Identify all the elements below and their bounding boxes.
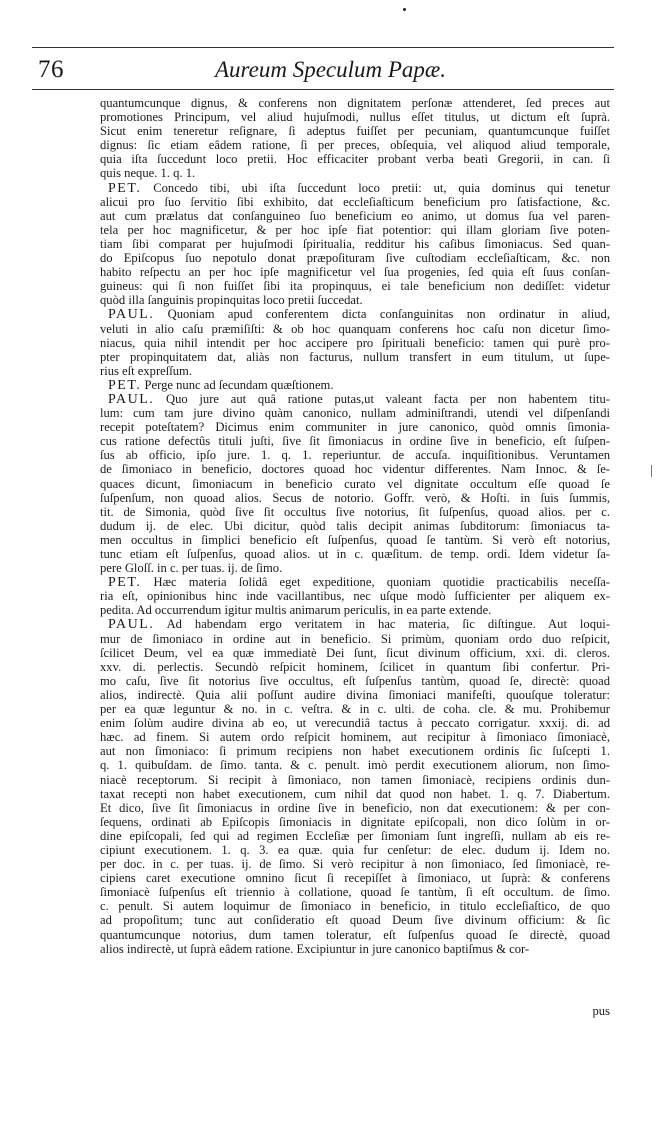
- line-text: mur de ſimoniaco in ordine aut in beneficio. Si primùm, quoniam ordo duo reſpicit,: [100, 631, 610, 646]
- text-line: [100, 533, 610, 547]
- line-text: Quoniam apud conferentem dicta conſanguinitas non ordinatur in aliud,: [167, 307, 610, 322]
- text-line: [100, 209, 610, 223]
- line-text: quaces dicunt, ſimoniacum in beneficio curato vel dignitate occultum eſſe quoad ſe: [100, 476, 610, 491]
- text-line: [100, 124, 610, 138]
- text-line: [100, 885, 610, 899]
- text-line: [100, 406, 610, 420]
- line-text: ſimoniacè ſuſpenſus eſt triennio à collatione, quoad ſe tantùm, ſi eſt occultum. de ſimo.: [100, 885, 610, 900]
- text-line: [100, 787, 610, 801]
- speaker-label: PET.: [108, 377, 142, 393]
- line-text: aut cum prælatus dat conſanguineo ſuo beneficium eo animo, ut domus ſua vel paren-: [100, 208, 610, 223]
- text-line: [100, 223, 610, 237]
- text-line: [100, 350, 610, 364]
- text-line: [100, 110, 610, 124]
- line-text: alios indirectè, ut ſuprà eâdem ratione. Excipiuntur in jure canonico baptiſmus & cor-: [100, 941, 530, 956]
- line-text: quis neque. 1. q. 1.: [100, 166, 196, 181]
- text-line: [100, 519, 610, 533]
- text-line: [100, 181, 610, 195]
- line-text: cipiens caret executione omnino ſicut ſi recepiſſet à ſimoniaco, ut ſuprà: & conferens: [100, 871, 610, 886]
- text-line: [100, 716, 610, 730]
- text-line: [100, 942, 610, 956]
- line-text: quia iſta ſuccedunt loco pretii. Hoc efficaciter probant verba beati Gregorii, in can. ſi: [100, 152, 610, 167]
- text-line: [100, 293, 610, 307]
- text-line: [100, 561, 610, 575]
- text-line: [100, 603, 610, 617]
- text-line: [100, 505, 610, 519]
- text-line: [100, 702, 610, 716]
- text-line: [100, 547, 610, 561]
- text-line: [100, 801, 610, 815]
- line-text: dine epiſcopali, ſed qui ad regimen Eccleſiæ per ſimoniam ſunt ingreſſi, nullam ab eis re-: [100, 828, 610, 843]
- line-text: enim ſolùm audire divina ab eo, ut verecundiâ tactus à peccato corrigatur. xxxij. di. ad: [100, 716, 610, 731]
- line-text: ſus ab officio, ipſo jure. 1. q. 1. reperiuntur. de accuſa. inquiſitionibus. Veruntamen: [100, 448, 610, 463]
- text-line: [100, 251, 610, 265]
- line-text: taxat recepti non habet executionem, cum nihil dat quod non habet. 1. q. 7. Diabertum.: [100, 786, 610, 801]
- line-text: do Epiſcopus ſuo nepotulo donat præpoſituram ſive cuſtodiam eccleſiaſticam, &c. non: [100, 251, 610, 266]
- line-text: ria eſt, opinionibus hinc inde vacillantibus, nec uſque modò ſufficienter per aliquem ex-: [100, 589, 610, 604]
- text-line: [100, 462, 610, 476]
- text-line: [100, 195, 610, 209]
- line-text: pter propinquitatem dat, aliàs non facturus, nullum transfert in eum titulum, ut ſupe-: [100, 349, 610, 364]
- line-text: ad propoſitum; tunc aut conſideratio eſt quoad Deum ſive divinum officium: & ſic: [100, 913, 610, 928]
- text-line: [100, 928, 610, 942]
- text-line: [100, 660, 610, 674]
- speaker-label: PAUL.: [108, 391, 155, 407]
- line-text: niacus, quia nihil intendit per hoc accipere pro ſpirituali beneficio: tamen qui purè pro-: [100, 335, 610, 350]
- text-line: [100, 758, 610, 772]
- text-line: [100, 322, 610, 336]
- line-text: quantumcunque dignus, & conferens non dignitatem perſonæ attenderet, ſed preces aut: [100, 96, 610, 110]
- line-text: Et dico, ſive ſit ſimoniacus in ordine ſive in beneficio, non dat executionem: & per con-: [100, 800, 610, 815]
- header-rule-bottom: [32, 89, 614, 90]
- line-text: alios, indirectè. Quia alii poſſunt audire divina ſimoniaci manifeſti, quouſque toleratur:: [100, 687, 610, 702]
- margin-mark: [651, 465, 652, 477]
- line-text: c. penult. Si autem loquimur de ſimoniaco in beneficio, in titulo eccleſiaſtico, de quo: [100, 899, 610, 914]
- line-text: Sicut enim teneretur reſignare, ſi adeptus fuiſſet per pecuniam, quantumcunque fuiſſet: [100, 124, 610, 139]
- text-line: [100, 857, 610, 871]
- text-line: [100, 392, 610, 406]
- line-text: ſequens, ordinati ab Epiſcopis ſimoniacis in dignitate epiſcopali, non dico ſolùm in or-: [100, 814, 610, 829]
- line-text: quòd illa ſanguinis propinquitas loco pretii ſuccedat.: [100, 293, 363, 308]
- line-text: per ea quæ leguntur & no. in c. veſtra. & in c. ulti. de coha. cle. & mu. Prohibemur: [100, 702, 610, 717]
- text-line: [100, 138, 610, 152]
- text-line: [100, 279, 610, 293]
- line-text: hæc. ad finem. Si autem ordo reſpicit hominem, aut recipitur à ſimoniaco ſimoniacè,: [100, 730, 610, 745]
- line-text: tela per hoc magnificetur, & per hoc ipſe fiat potentior: qui illam gloriam ſive poten-: [100, 222, 610, 237]
- speaker-label: PAUL.: [108, 307, 155, 323]
- line-text: dudum ij. de elec. Ubi dicitur, quòd talis decipit animas ſubditorum: ſimoniacus ta-: [100, 518, 610, 533]
- line-text: xxv. di. perlectis. Secundò reſpicit hominem, ſcilicet in quantum ſibi confertur. Pri-: [100, 659, 610, 674]
- line-text: veluti in alio caſu præmiſiſti: & ob hoc quanquam conferens hoc caſu non dicetur ſimo-: [100, 321, 610, 336]
- text-line: [100, 646, 610, 660]
- line-text: rius eſt expreſſum.: [100, 363, 192, 378]
- line-text: tit. de Simonia, quòd ſive ſit occultus ſive notorius, ſit ſuſpenſus, quoad alios. per c.: [100, 504, 610, 519]
- line-text: mo caſu, ſive ſit notorius ſive occultus, eſt ſuſpenſus tantùm, quoad ſe, directè: quoad: [100, 673, 610, 688]
- text-line: [100, 491, 610, 505]
- line-text: cus ratione defectûs tituli juſti, ſive ſit ſimoniacus in ordine ſive in beneficio, eſt ſuſpen-: [100, 434, 610, 449]
- text-line: [100, 674, 610, 688]
- line-text: q. 1. quibuſdam. de ſimo. tanta. & c. penult. imò perdit executionem aliorum, non ſimo-: [100, 758, 610, 773]
- line-text: Ad habendam ergo veritatem in hac materia, ſic diſtingue. Aut loqui-: [166, 617, 610, 632]
- text-line: [100, 448, 610, 462]
- line-text: Hæc materia ſolidâ eget expeditione, quoniam quotidie practicabilis neceſſa-: [153, 575, 610, 590]
- text-line: [100, 378, 610, 392]
- line-text: tunc etiam eſt ſuſpenſus, quoad alios. ut in c. quæſitum. de temp. ordi. Idem videtur ſa-: [100, 547, 610, 561]
- line-text: promotiones Principum, vel aliud hujuſmodi, nullus eſſet titulus, ut dictum eſt ſuprà.: [100, 110, 610, 125]
- text-line: [100, 815, 610, 829]
- text-line: [100, 730, 610, 744]
- line-text: tiam ſibi comparat per hujuſmodi ſpiritualia, redditur his caſibus ſimoniacus. Sed quan-: [100, 236, 610, 251]
- text-line: [100, 575, 610, 589]
- ink-speck: [403, 8, 406, 11]
- line-text: cipiunt executionem. 1. q. 3. ea quæ. quia fur cenſetur: de elec. dudum ij. Idem no.: [100, 842, 610, 857]
- text-line: [100, 589, 610, 603]
- text-line: [100, 152, 610, 166]
- line-text: niacè receptorum. Si recipit à ſimoniaco, non tamen ſimoniacè, recipiens ordinis dun-: [100, 772, 610, 787]
- line-text: Quo jure aut quâ ratione putas,ut valeant facta per non habentem titu-: [166, 391, 611, 406]
- line-text: men occultus in ſimplici beneficio eſt ſuſpenſus, quoad ſe tantùm. Si verò eſt notorius,: [100, 532, 610, 547]
- text-line: [100, 632, 610, 646]
- text-line: [100, 166, 610, 180]
- text-line: [100, 829, 610, 843]
- text-line: [100, 688, 610, 702]
- line-text: Perge nunc ad ſecundam quæſtionem.: [144, 377, 334, 392]
- line-text: de ſimoniaco in beneficio, doctores quoad hoc videntur differentes. Nam Innoc. & ſe-: [100, 462, 610, 477]
- page-number: 76: [38, 56, 64, 83]
- text-line: [100, 744, 610, 758]
- line-text: ſcilicet Deum, vel ea quæ immediatè Dei ſunt, ſicut divinum officium, xxi. di. cleros.: [100, 645, 610, 660]
- speaker-label: PET.: [108, 180, 142, 196]
- text-line: [100, 434, 610, 448]
- line-text: per doc. in c. per tuas. ij. de ſimo. Si verò recipitur à non ſimoniaco, ſed ſimoniacè, re-: [100, 857, 610, 872]
- text-line: [100, 265, 610, 279]
- catchword: pus: [592, 1004, 610, 1018]
- line-text: recepit poteſtatem? Dicimus enim communiter in jure canonico, quòd omnis ſimonia-: [100, 420, 610, 435]
- text-line: [100, 871, 610, 885]
- line-text: guineus: qui ſi non fuiſſet ſibi ita propinquus, ei tale beneficium non dediſſet: videtur: [100, 279, 610, 294]
- line-text: pere Gloſſ. in c. per tuas. ij. de ſimo.: [100, 561, 283, 576]
- line-text: quantumcunque notorius, dum tamen toleratur, eſt ſuſpenſus quoad ſe directè, quoad: [100, 927, 610, 942]
- text-line: [100, 336, 610, 350]
- line-text: alicui pro ſuo ſervitio ſibi exhibito, dat eccleſiaſticum beneficium pro ſatisfactione, &c.: [100, 194, 610, 209]
- line-text: pedita. Ad occurrendum igitur multis animarum periculis, in ea parte extende.: [100, 603, 492, 618]
- page-body: [100, 96, 610, 956]
- text-line: [100, 477, 610, 491]
- text-line: [100, 899, 610, 913]
- text-line: [100, 843, 610, 857]
- header-rule-top: [32, 47, 614, 48]
- speaker-label: PET.: [108, 575, 142, 591]
- line-text: aut non ſimoniaco: ſi primum recipiens non habet executionem ordinis ſic ſuſcepti 1.: [100, 744, 610, 759]
- line-text: Concedo tibi, ubi iſta ſuccedunt loco pretii: ut, quia dominus qui tenetur: [153, 180, 610, 195]
- speaker-label: PAUL.: [108, 617, 155, 633]
- text-line: [100, 364, 610, 378]
- running-title: Aureum Speculum Papæ.: [215, 57, 447, 82]
- text-line: [100, 237, 610, 251]
- line-text: lum: cum tam jure divino quàm canonico, nullam adminiſtrandi, utendi vel diſpenſandi: [100, 406, 610, 421]
- line-text: ſuſpenſum, non quoad alios. Secus de notorio. Goffr. verò, & Hoſti. in ſuis ſummis,: [100, 490, 610, 505]
- line-text: habito reſpectu an per hoc ipſe magnificetur vel ſua progenies, ſed quia eſt ſuus conſan-: [100, 265, 610, 280]
- text-line: [100, 913, 610, 927]
- text-line: [100, 420, 610, 434]
- line-text: dignus: ſic etiam eâdem ratione, ſi per preces, obſequia, vel aliquod aliud temporale,: [100, 138, 610, 153]
- text-line: [100, 773, 610, 787]
- text-line: [100, 307, 610, 321]
- text-line: [100, 617, 610, 631]
- text-line: [100, 96, 610, 110]
